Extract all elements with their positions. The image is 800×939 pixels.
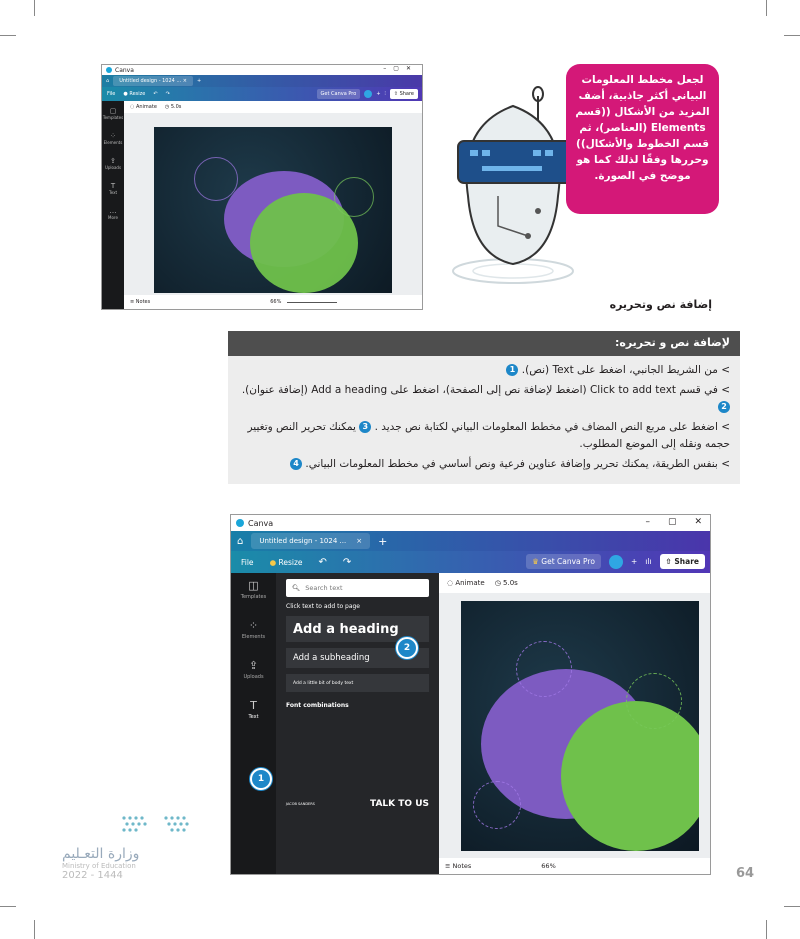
add-icon[interactable]: + <box>630 557 638 566</box>
minimize-icon[interactable]: – <box>645 517 650 527</box>
green-circle[interactable] <box>561 701 699 851</box>
duration-button[interactable]: ◷ 5.0s <box>164 104 182 110</box>
animate-button[interactable]: ◌ Animate <box>130 104 157 110</box>
animate-button[interactable]: ◌ Animate <box>447 579 485 587</box>
step-badge: 4 <box>290 458 302 470</box>
canva-screenshot-large <box>230 514 711 875</box>
search-icon: 🔍︎ <box>292 584 301 592</box>
ministry-branding <box>62 846 192 881</box>
outline-circle <box>334 177 374 217</box>
file-menu[interactable]: File <box>107 91 116 97</box>
step-badge: 2 <box>718 401 730 413</box>
robot-tip-bubble: لجعل مخطط المعلومات البياني أكثر جاذبية، أضف المزيد من الأشكال ((قسم Elements (العناصر)، ثم قسم الخطوط والأشكال)) وحررها وفقًا لذلك كما هو موضح في الصورة. <box>566 64 719 214</box>
undo-icon[interactable]: ↶ <box>318 556 327 568</box>
toolbar <box>231 551 710 573</box>
outline-circle <box>626 673 682 729</box>
sidebar-item-text[interactable]: T Text <box>248 699 259 720</box>
step-marker-2: 2 <box>396 637 418 659</box>
instruction-item: > اضغط على مربع النص المضاف في مخطط المعلومات البياني لكتابة نص جديد . 3 يمكنك تحرير النص وتغيير حجمه ونقله إلى الموضع المطلوب. <box>247 421 730 450</box>
add-subheading-button[interactable]: Add a subheading <box>286 648 429 668</box>
redo-icon[interactable]: ↷ <box>342 556 352 568</box>
share-button[interactable]: ⇧ Share <box>660 554 706 569</box>
editor-area <box>439 573 710 874</box>
outline-circle <box>516 641 572 697</box>
outline-circle <box>194 157 238 201</box>
notes-button[interactable]: ≡ Notes <box>130 299 151 305</box>
new-tab-icon[interactable]: + <box>197 78 202 84</box>
elements-icon: ⁘ <box>248 619 259 632</box>
design-canvas[interactable] <box>154 127 392 293</box>
page-number: 64 <box>736 866 755 881</box>
sidebar-item-templates[interactable]: ◫ Templates <box>240 579 267 600</box>
crop-mark <box>0 906 16 907</box>
home-icon[interactable]: ⌂ <box>237 535 244 547</box>
step-badge: 1 <box>506 364 518 376</box>
zoom-slider[interactable] <box>287 302 337 303</box>
canva-logo-icon <box>236 519 244 527</box>
sidebar-item-templates[interactable]: ▢ Templates <box>102 107 124 120</box>
maximize-icon[interactable]: ▢ <box>667 517 677 527</box>
crop-mark <box>784 906 800 907</box>
resize-button[interactable]: ● Resize <box>269 557 303 567</box>
ministry-name-ar: وزارة التعـليم <box>62 846 140 862</box>
section-subtitle: إضافة نص وتحريره <box>609 298 712 311</box>
editor-area <box>124 101 422 309</box>
avatar[interactable] <box>609 555 623 569</box>
window-controls-icon[interactable]: –▢✕ <box>383 65 418 72</box>
notes-button[interactable]: ≡ Notes <box>445 862 472 870</box>
crop-mark <box>766 920 767 939</box>
ministry-name-en: Ministry of Education <box>62 862 136 870</box>
tab-bar <box>102 75 422 87</box>
crop-mark <box>784 35 800 36</box>
zoom-level: 66% <box>541 862 556 870</box>
font-combination-previews <box>286 799 429 809</box>
add-icon[interactable]: + <box>376 91 381 97</box>
animate-bar <box>124 101 422 113</box>
crop-mark <box>34 920 35 939</box>
font-combo-jacob[interactable]: JACOB SANDERS <box>286 802 315 806</box>
step-marker-1: 1 <box>250 768 272 790</box>
instructions-title: لإضافة نص و تحريره: <box>228 331 740 356</box>
sidebar-item-uploads[interactable]: ⇪ Uploads <box>243 659 264 680</box>
font-combinations-label: Font combinations <box>286 702 349 709</box>
sidebar <box>231 573 276 874</box>
sidebar-item-elements[interactable]: ⁘ Elements <box>241 619 266 640</box>
footer-bar <box>439 858 710 874</box>
instruction-item: > بنفس الطريقة، يمكنك تحرير وإضافة عناوين فرعية ونص أساسي في مخطط المعلومات البياني. 4 <box>238 456 730 473</box>
duration-button[interactable]: ◷ 5.0s <box>494 579 518 587</box>
search-input[interactable]: 🔍︎ Search text <box>286 579 429 597</box>
text-panel <box>276 573 439 874</box>
canva-screenshot-small <box>101 64 423 310</box>
click-text-label: Click text to add to page <box>286 603 361 610</box>
avatar[interactable] <box>364 90 372 98</box>
toolbar <box>102 87 422 101</box>
app-name: Canva <box>115 66 134 74</box>
chart-icon[interactable]: ⫶ <box>384 91 386 97</box>
zoom-level: 66% <box>270 299 282 305</box>
home-icon[interactable]: ⌂ <box>106 78 110 84</box>
crop-mark <box>0 35 16 36</box>
academic-year: 2022 - 1444 <box>62 870 123 881</box>
animate-bar <box>439 573 710 593</box>
undo-icon[interactable]: ↶ <box>153 91 158 97</box>
add-heading-button[interactable]: Add a heading <box>286 616 429 642</box>
instruction-item: > من الشريط الجانبي، اضغط على Text (نص). 1 <box>238 362 730 379</box>
close-icon[interactable]: ✕ <box>694 517 702 527</box>
title-bar <box>102 65 422 75</box>
uploads-icon: ⇪ <box>248 659 259 672</box>
sidebar-item-elements[interactable]: ⁘ Elements <box>103 132 123 145</box>
crop-mark <box>34 0 35 16</box>
ministry-logo-icon <box>118 812 198 838</box>
title-bar <box>231 515 710 531</box>
tab-design[interactable]: Untitled design - 1024 ... × <box>251 533 370 549</box>
footer-bar <box>124 295 422 309</box>
sidebar-item-more[interactable]: … More <box>108 207 118 220</box>
font-combo-talk[interactable]: TALK TO US <box>370 799 429 809</box>
sidebar <box>102 101 124 309</box>
close-tab-icon: × <box>356 537 363 545</box>
get-pro-button[interactable]: Get Canva Pro <box>317 89 361 99</box>
share-button[interactable]: ⇧ Share <box>390 89 418 99</box>
app-name: Canva <box>248 518 274 528</box>
text-icon: T <box>250 699 257 712</box>
sidebar-item-text[interactable]: T Text <box>108 182 118 195</box>
new-tab-icon[interactable]: + <box>378 534 388 548</box>
file-menu[interactable]: File <box>241 557 254 567</box>
add-body-text-button[interactable]: Add a little bit of body text <box>286 674 429 692</box>
tab-design[interactable]: Untitled design - 1024 ... × <box>113 76 193 86</box>
sidebar-item-uploads[interactable]: ⇪ Uploads <box>104 157 122 170</box>
resize-button[interactable]: ● Resize <box>123 91 146 97</box>
tab-bar <box>231 531 710 551</box>
instructions-body <box>228 356 740 484</box>
crop-mark <box>766 0 767 16</box>
outline-circle <box>473 781 521 829</box>
instruction-item: > في قسم Click to add text (اضغط لإضافة نص إلى الصفحة)، اضغط على Add a heading (إضافة عنوان). 2 <box>241 384 730 411</box>
step-badge: 3 <box>359 421 371 433</box>
get-pro-button[interactable]: ♛ Get Canva Pro <box>526 554 601 569</box>
design-canvas[interactable] <box>461 601 699 851</box>
redo-icon[interactable]: ↷ <box>165 91 170 97</box>
chart-icon[interactable]: ılı <box>645 557 652 566</box>
templates-icon: ◫ <box>248 579 259 592</box>
canva-logo-icon <box>106 67 112 73</box>
